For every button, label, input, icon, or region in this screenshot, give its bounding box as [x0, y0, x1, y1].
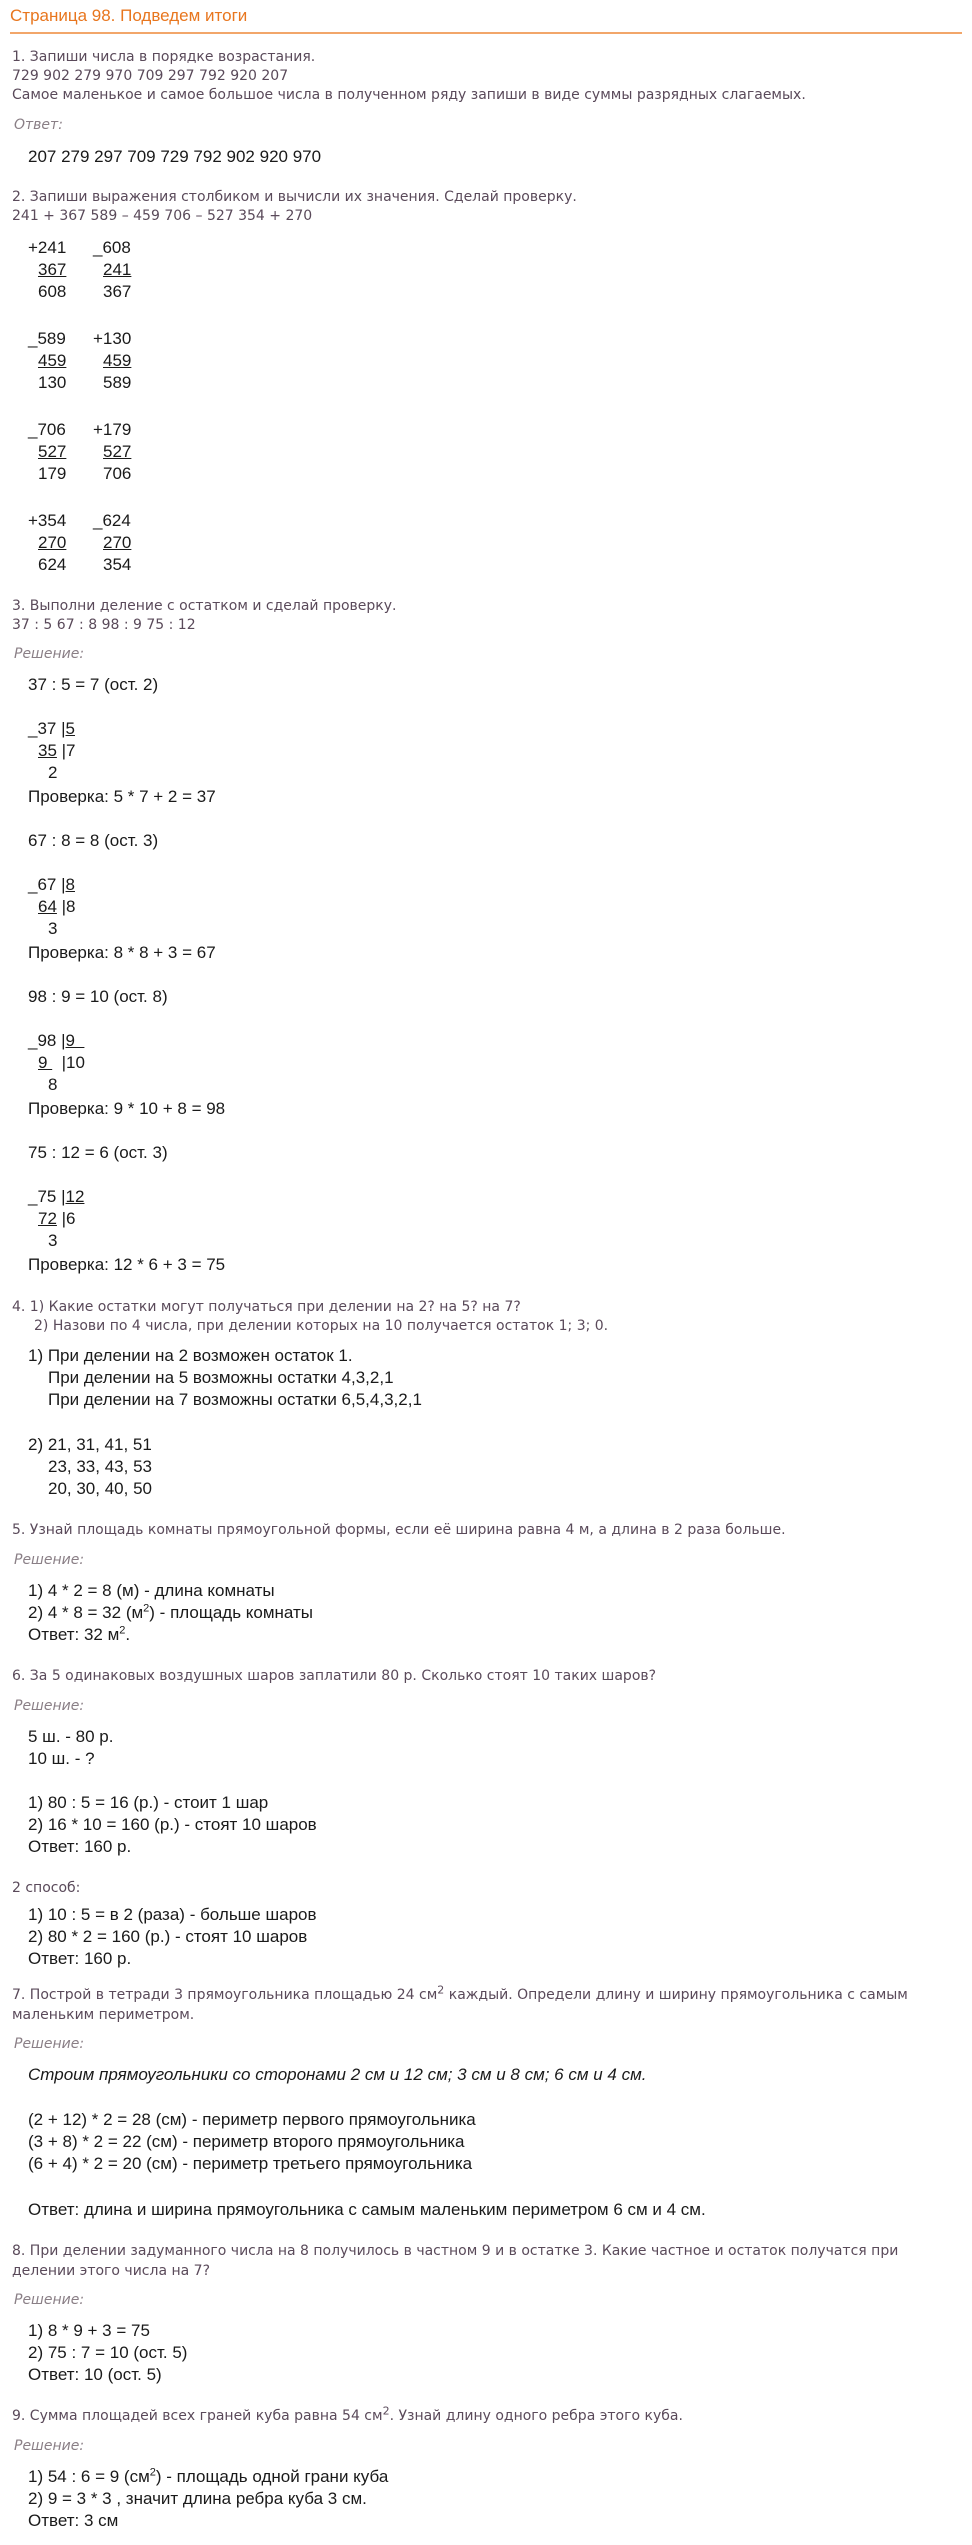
q6-method-2-step-1: 1) 10 : 5 = в 2 (раза) - больше шаров	[28, 1905, 317, 1924]
division-2-equation: 67 : 8 = 8 (ост. 3)	[28, 831, 159, 850]
q4-task-2: 2) Назови по 4 числа, при делении которых на 10 получается остаток 1; 3; 0.	[34, 1318, 609, 1334]
q4-answer-2: При делении на 5 возможны остатки 4,3,2,1	[48, 1368, 394, 1387]
page: Страница 98. Подведем итоги 1. Запиши числа в порядке возрастания. 729 902 279 970 709 297 792 920 207 Самое маленькое и самое большое числа в полученном ряду запиши в виде суммы разрядных слагаемых. Ответ: 207 279 297 709 729 792 902 920 970 2. Запиши выражения столбиком и вычисли их значения. Сделай проверку. 241 + 367 589 – 459 706 – 527 354 + 270 +241 367 608 _608 241 367 _589 459 130 +130 459 589 _706 527 179 +179 527 706 +354 270 624 _624 270 354 3. Выполни деление с остатком и сделай проверку. 37 : 5 67 : 8 98 : 9 75 : 12 Решение: 37 : 5 = 7 (ост. 2) _37 |5 35 |7 2 Проверка: 5 * 7 + 2 = 37 67 : 8 = 8 (ост. 3) _67 |8 64 |8 3 Проверка: 8 * 8 + 3 = 67 98 : 9 = 10 (ост. 8) _98 |9 9 |10 8 Проверка: 9 * 10 + 8 = 98 75 : 12 = 6 (ост. 3) _75 |12 72 |6 3 Проверка: 12 * 6 + 3 = 75 4. 1) Какие остатки могут получаться при делении на 2? на 5? на 7? 2) Назови по 4 числа, при делении которых на 10 получается остаток 1; 3; 0. 1) При делении на 2 возможен остаток 1. При делении на 5 возможны остатки 4,3,2,1 При делении на 7 возможны остатки 6,5,4,3,2,1 2) 21, 31, 41, 51 23, 33, 43, 53 20, 30, 40, 50 5. Узнай площадь комнаты прямоугольной формы, если её ширина равна 4 м, а длина в 2 раза больше. Решение: 1) 4 * 2 = 8 (м) - длина комнаты 2) 4 * 8 = 32 $(м^2)$ - площадь комнаты Ответ: 32 $м^2$. 6. За 5 одинаковых воздушных шаров заплатили 80 р. Сколько стоят 10 таких шаров? Решение: 5 ш. - 80 р. 10 ш. - ? 1) 80 : 5 = 16 (р.) - стоит 1 шар 2) 16 * 10 = 160 (р.) - стоят 10 шаров Ответ: 160 р. 2 способ: 1) 10 : 5 = в 2 (раза) - больше шаров 2) 80 * 2 = 160 (р.) - стоят 10 шаров Ответ: 160 р. 7. Построй в тетради 3 прямоугольника площадью 24 $см^2$ каждый. Определи длину и ширину прямоугольника с самым маленьким периметром. Решение: Строим прямоугольники со сторонами 2 см и 12 см; 3 см и 8 см; 6 см и 4 см. (2 + 12) * 2 = 28 (см) - периметр первого прямоугольника (3 + 8) * 2 = 22 (см) - периметр второго прямоугольника (6 + 4) * 2 = 20 (см) - периметр третьего прямоугольника Ответ: длина и ширина прямоугольника с самым маленьким периметром 6 см и 4 см. 8. При делении задуманного числа на 8 получилось в частном 9 и в остатке 3. Какие частное и остаток получатся при делении этого числа на 7? Решение: 1) 8 * 9 + 3 = 75 2) 75 : 7 = 10 (ост. 5) Ответ: 10 (ост. 5) 9. Сумма площадей всех граней куба равна 54 $см^2$. Узнай длину одного ребра этого куба. Решение: 1) 54 : 6 = 9 $(см^2)$ - площадь одной грани куба 2) 9 = 3 * 3 , значит длина ребра куба 3 см. Ответ: 3 см	[0, 0, 972, 2545]
q2-expressions: 241 + 367 589 – 459 706 – 527 354 + 270	[12, 208, 313, 224]
q8-answer: Ответ: 10 (ост. 5)	[28, 2365, 162, 2384]
division-4-check: Проверка: 12 * 6 + 3 = 75	[28, 1255, 226, 1274]
q4-answer-3: При делении на 7 возможны остатки 6,5,4,3,2,1	[48, 1390, 422, 1409]
division-2-check: Проверка: 8 * 8 + 3 = 67	[28, 943, 216, 962]
q5-task: 5. Узнай площадь комнаты прямоугольной формы, если её ширина равна 4 м, а длина в 2 раза больше.	[12, 1522, 786, 1538]
q4-task-1: 4. 1) Какие остатки могут получаться при делении на 2? на 5? на 7?	[12, 1299, 521, 1315]
q8-task: 8. При делении задуманного числа на 8 получилось в частном 9 и в остатке 3. Какие частное и остаток получатся при делении этого числа на 7?	[12, 2243, 899, 2279]
q9-answer: Ответ: 3 см	[28, 2511, 119, 2530]
q6-given-1: 5 ш. - 80 р.	[28, 1727, 114, 1746]
q8-step-2: 2) 75 : 7 = 10 (ост. 5)	[28, 2343, 188, 2362]
q3-task: 3. Выполни деление с остатком и сделай проверку.	[12, 598, 397, 614]
q6-answer: Ответ: 160 р.	[28, 1837, 132, 1856]
division-1-equation: 37 : 5 = 7 (ост. 2)	[28, 675, 159, 694]
q1-task: 1. Запиши числа в порядке возрастания.	[12, 49, 316, 65]
q7-answer: Ответ: длина и ширина прямоугольника с самым маленьким периметром 6 см и 4 см.	[28, 2200, 706, 2219]
q8-solution-label: Решение:	[14, 2292, 85, 2308]
q1-answer-label: Ответ:	[14, 117, 63, 133]
q4-answer-1: 1) При делении на 2 возможен остаток 1.	[28, 1346, 353, 1365]
q6-step-2: 2) 16 * 10 = 160 (р.) - стоят 10 шаров	[28, 1815, 317, 1834]
q3-solution-label: Решение:	[14, 646, 85, 662]
q5-step-2: 2) 4 * 8 = 32 $(м^2)$ - площадь комнаты	[28, 1602, 314, 1622]
division-4-equation: 75 : 12 = 6 (ост. 3)	[28, 1143, 168, 1162]
q9-step-2: 2) 9 = 3 * 3 , значит длина ребра куба 3 см.	[28, 2489, 367, 2508]
q9-solution-label: Решение:	[14, 2438, 85, 2454]
q4-numbers-1: 2) 21, 31, 41, 51	[28, 1435, 152, 1454]
q9-step-1: 1) 54 : 6 = 9 $(см^2)$ - площадь одной грани куба	[28, 2466, 389, 2486]
q7-perimeter-2: (3 + 8) * 2 = 22 (см) - периметр второго прямоугольника	[28, 2132, 465, 2151]
q4-numbers-2: 23, 33, 43, 53	[48, 1457, 152, 1476]
q5-step-1: 1) 4 * 2 = 8 (м) - длина комнаты	[28, 1581, 275, 1600]
q6-step-1: 1) 80 : 5 = 16 (р.) - стоит 1 шар	[28, 1793, 269, 1812]
q5-solution-label: Решение:	[14, 1552, 85, 1568]
q6-method-2-answer: Ответ: 160 р.	[28, 1949, 132, 1968]
q4-numbers-3: 20, 30, 40, 50	[48, 1479, 152, 1498]
q2-task: 2. Запиши выражения столбиком и вычисли их значения. Сделай проверку.	[12, 189, 577, 205]
page-title: Страница 98. Подведем итоги	[10, 6, 962, 34]
division-1-check: Проверка: 5 * 7 + 2 = 37	[28, 787, 216, 806]
q6-method-2-step-2: 2) 80 * 2 = 160 (р.) - стоят 10 шаров	[28, 1927, 308, 1946]
q7-intro: Строим прямоугольники со сторонами 2 см и 12 см; 3 см и 8 см; 6 см и 4 см.	[28, 2065, 647, 2084]
division-3-equation: 98 : 9 = 10 (ост. 8)	[28, 987, 168, 1006]
q7-solution-label: Решение:	[14, 2036, 85, 2052]
q6-method-2-label: 2 способ:	[12, 1880, 81, 1896]
q1-note: Самое маленькое и самое большое числа в полученном ряду запиши в виде суммы разрядных слагаемых.	[12, 87, 806, 103]
division-3-check: Проверка: 9 * 10 + 8 = 98	[28, 1099, 226, 1118]
q8-step-1: 1) 8 * 9 + 3 = 75	[28, 2321, 150, 2340]
q1-answer: 207 279 297 709 729 792 902 920 970	[28, 147, 322, 166]
q6-solution-label: Решение:	[14, 1698, 85, 1714]
q7-perimeter-3: (6 + 4) * 2 = 20 (см) - периметр третьего прямоугольника	[28, 2154, 473, 2173]
q7-task: 7. Построй в тетради 3 прямоугольника площадью 24 $см^2$ каждый. Определи длину и ширину прямоугольника с самым маленьким периметром.	[12, 1983, 908, 2023]
q3-expressions: 37 : 5 67 : 8 98 : 9 75 : 12	[12, 617, 196, 633]
q5-answer: Ответ: 32 $м^2$.	[28, 1624, 131, 1644]
q6-given-2: 10 ш. - ?	[28, 1749, 95, 1768]
q1-numbers: 729 902 279 970 709 297 792 920 207	[12, 68, 289, 84]
q9-task: 9. Сумма площадей всех граней куба равна 54 $см^2$. Узнай длину одного ребра этого куба.	[12, 2404, 683, 2424]
q6-task: 6. За 5 одинаковых воздушных шаров заплатили 80 р. Сколько стоят 10 таких шаров?	[12, 1668, 657, 1684]
q7-perimeter-1: (2 + 12) * 2 = 28 (см) - периметр первого прямоугольника	[28, 2110, 476, 2129]
